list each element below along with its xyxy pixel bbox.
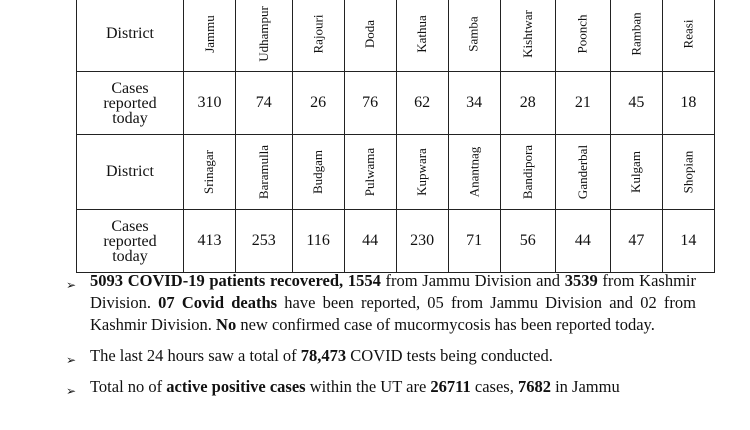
bullet-list — [66, 270, 696, 407]
bullet-text: have been reported, 05 from Jammu Division and 02 from Kashmir Division. — [90, 293, 696, 334]
bullet-tests — [66, 345, 696, 367]
district-cell — [448, 0, 500, 72]
district-cell — [555, 0, 610, 72]
kashmir-recovered: 3539 — [564, 271, 598, 290]
cases-value: 74 — [236, 72, 293, 135]
cases-value: 44 — [555, 210, 610, 273]
district-name: Udhampur — [255, 6, 271, 62]
jammu-active: 7682 — [517, 377, 551, 396]
arrow-bullet-icon: ➢ — [66, 384, 77, 398]
district-cell — [396, 0, 448, 72]
bullet-text: Total no of — [90, 377, 167, 396]
cases-value: 116 — [292, 210, 344, 273]
district-cell — [500, 135, 555, 210]
bullet-text: The last 24 hours saw a total of — [90, 346, 301, 365]
bullet-text: cases, — [470, 377, 518, 396]
district-cell — [662, 135, 714, 210]
district-name: Samba — [466, 16, 482, 52]
bullet-recoveries — [66, 270, 696, 336]
cases-header-line: today — [112, 247, 148, 265]
active-label: active positive cases — [166, 377, 306, 396]
cases-header — [77, 72, 184, 135]
district-cell — [500, 0, 555, 72]
cases-value: 28 — [500, 72, 555, 135]
district-cell — [184, 0, 236, 72]
district-name: Ramban — [628, 12, 644, 56]
district-name: Jammu — [201, 15, 217, 53]
recovered-count: 5093 COVID-19 patients recovered, 1554 — [90, 271, 381, 290]
cases-row-1 — [77, 72, 715, 135]
district-name: Poonch — [574, 14, 590, 54]
cases-header-line: reported — [103, 94, 157, 112]
district-cell — [292, 135, 344, 210]
district-name: Kathua — [414, 15, 430, 53]
cases-value: 71 — [448, 210, 500, 273]
cases-value: 45 — [610, 72, 662, 135]
district-header: District — [77, 135, 184, 210]
district-name: Kupwara — [414, 148, 430, 196]
district-name: Baramulla — [255, 144, 271, 200]
district-cell — [448, 135, 500, 210]
district-name: Kulgam — [628, 151, 644, 193]
cases-header-line: Cases — [111, 79, 149, 97]
district-name: Budgam — [310, 149, 326, 195]
bullet-text: COVID tests being conducted. — [346, 346, 553, 365]
cases-header-line: reported — [103, 232, 157, 250]
district-name: Anantnag — [466, 146, 482, 198]
cases-value: 14 — [662, 210, 714, 273]
district-cell — [662, 0, 714, 72]
cases-value: 253 — [236, 210, 293, 273]
district-name: Kishtwar — [519, 10, 535, 58]
cases-header — [77, 210, 184, 273]
district-row-1 — [77, 0, 715, 72]
tests-count: 78,473 — [300, 346, 347, 365]
district-name: Reasi — [680, 19, 696, 49]
mucormycosis-none: No — [216, 315, 237, 334]
bullet-text: new confirmed case of mucormycosis has been reported today. — [236, 315, 655, 334]
cases-row-2 — [77, 210, 715, 273]
bullet-text: from Jammu Division and — [380, 271, 565, 290]
district-name: Bandipora — [519, 144, 535, 200]
district-cell — [292, 0, 344, 72]
cases-header-line: today — [112, 109, 148, 127]
cases-value: 47 — [610, 210, 662, 273]
cases-value: 56 — [500, 210, 555, 273]
district-cell — [344, 0, 396, 72]
cases-value: 413 — [184, 210, 236, 273]
district-name: Ganderbal — [574, 144, 590, 200]
bullet-active-cases — [66, 376, 696, 398]
cases-value: 310 — [184, 72, 236, 135]
district-name: Doda — [362, 19, 378, 49]
cases-value: 34 — [448, 72, 500, 135]
cases-value: 230 — [396, 210, 448, 273]
bullet-text: within the UT are — [305, 377, 431, 396]
district-cell — [555, 135, 610, 210]
cases-value: 18 — [662, 72, 714, 135]
district-name: Shopian — [680, 150, 696, 194]
cases-value: 44 — [344, 210, 396, 273]
cases-header-line: Cases — [111, 217, 149, 235]
district-name: Srinagar — [201, 149, 217, 195]
district-cell — [344, 135, 396, 210]
district-cases-table — [76, 0, 715, 273]
arrow-bullet-icon: ➢ — [66, 353, 77, 367]
district-header: District — [77, 0, 184, 72]
district-cell — [236, 135, 293, 210]
cases-value: 76 — [344, 72, 396, 135]
district-row-2 — [77, 135, 715, 210]
deaths-count: 07 Covid deaths — [158, 293, 278, 312]
bullet-text: in Jammu — [550, 377, 620, 396]
arrow-bullet-icon: ➢ — [66, 278, 77, 292]
active-count: 26711 — [430, 377, 471, 396]
bullet-text: from Kashmir Division. — [90, 271, 696, 312]
cases-value: 26 — [292, 72, 344, 135]
district-cell — [236, 0, 293, 72]
district-cell — [610, 135, 662, 210]
cases-value: 62 — [396, 72, 448, 135]
district-cell — [396, 135, 448, 210]
district-cell — [184, 135, 236, 210]
district-name: Pulwama — [362, 147, 378, 197]
district-name: Rajouri — [310, 14, 326, 54]
cases-value: 21 — [555, 72, 610, 135]
district-cell — [610, 0, 662, 72]
